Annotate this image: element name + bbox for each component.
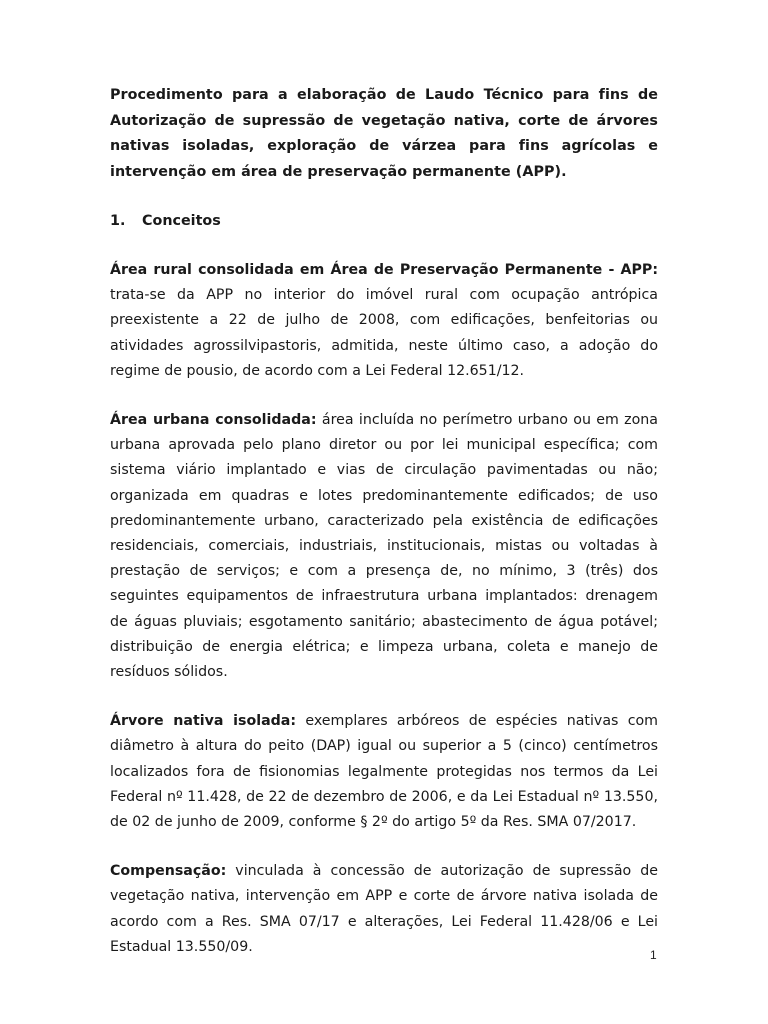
definition-paragraph	[110, 258, 658, 384]
page-content	[110, 83, 658, 960]
section-heading	[110, 209, 658, 234]
definition-text: vinculada à concessão de autorização de supressão de vegetação nativa, intervenção em APP e corte de árvore nativa isolada de acordo com a Res. SMA 07/17 e alterações, Lei Federal 11.428/06 e Lei Estadual 13.550/09.	[110, 863, 658, 955]
definition-term: Área rural consolidada em Área de Preservação Permanente - APP:	[110, 262, 658, 278]
definition-term: Compensação:	[110, 863, 227, 880]
definition-text: trata-se da APP no interior do imóvel rural com ocupação antrópica preexistente a 22 de julho de 2008, com edificações, benfeitorias ou atividades agrossilvipastoris, admitida, neste último caso, a adoção do regime de pousio, de acordo com a Lei Federal 12.651/12.	[110, 287, 658, 379]
definition-text: exemplares arbóreos de espécies nativas com diâmetro à altura do peito (DAP) igual ou superior a 5 (cinco) centímetros localizados fora de fisionomias legalmente protegidas nos termos da Lei Federal nº 11.428, de 22 de dezembro de 2006, e da Lei Estadual nº 13.550, de 02 de junho de 2009, conforme § 2º do artigo 5º da Res. SMA 07/2017.	[110, 713, 658, 831]
definition-text: área incluída no perímetro urbano ou em zona urbana aprovada pelo plano diretor ou por lei municipal específica; com sistema viário implantado e vias de circulação pavimentadas ou não; organizada em quadras e lotes predominantemente edificados; de uso predominantemente urbano, caracterizado pela existência de edificações residenciais, comerciais, industriais, institucionais, mistas ou voltadas à prestação de serviços; e com a presença de, no mínimo, 3 (três) dos seguintes equipamentos de infraestrutura urbana implantados: drenagem de águas pluviais; esgotamento sanitário; abastecimento de água potável; distribuição de energia elétrica; e limpeza urbana, coleta e manejo de resíduos sólidos.	[110, 412, 658, 681]
page-number: 1	[650, 948, 657, 962]
section-number: 1.	[110, 213, 126, 229]
definition-paragraph	[110, 709, 658, 835]
section-title: Conceitos	[142, 213, 221, 229]
definition-paragraph	[110, 408, 658, 685]
definition-term: Árvore nativa isolada:	[110, 713, 297, 730]
definition-paragraph	[110, 859, 658, 960]
document-title: Procedimento para a elaboração de Laudo Técnico para fins de Autorização de supressão de vegetação nativa, corte de árvores nativas isoladas, exploração de várzea para fins agrícolas e intervenção em área de preservação permanente (APP).	[110, 87, 658, 180]
definition-term: Área urbana consolidada:	[110, 412, 317, 429]
